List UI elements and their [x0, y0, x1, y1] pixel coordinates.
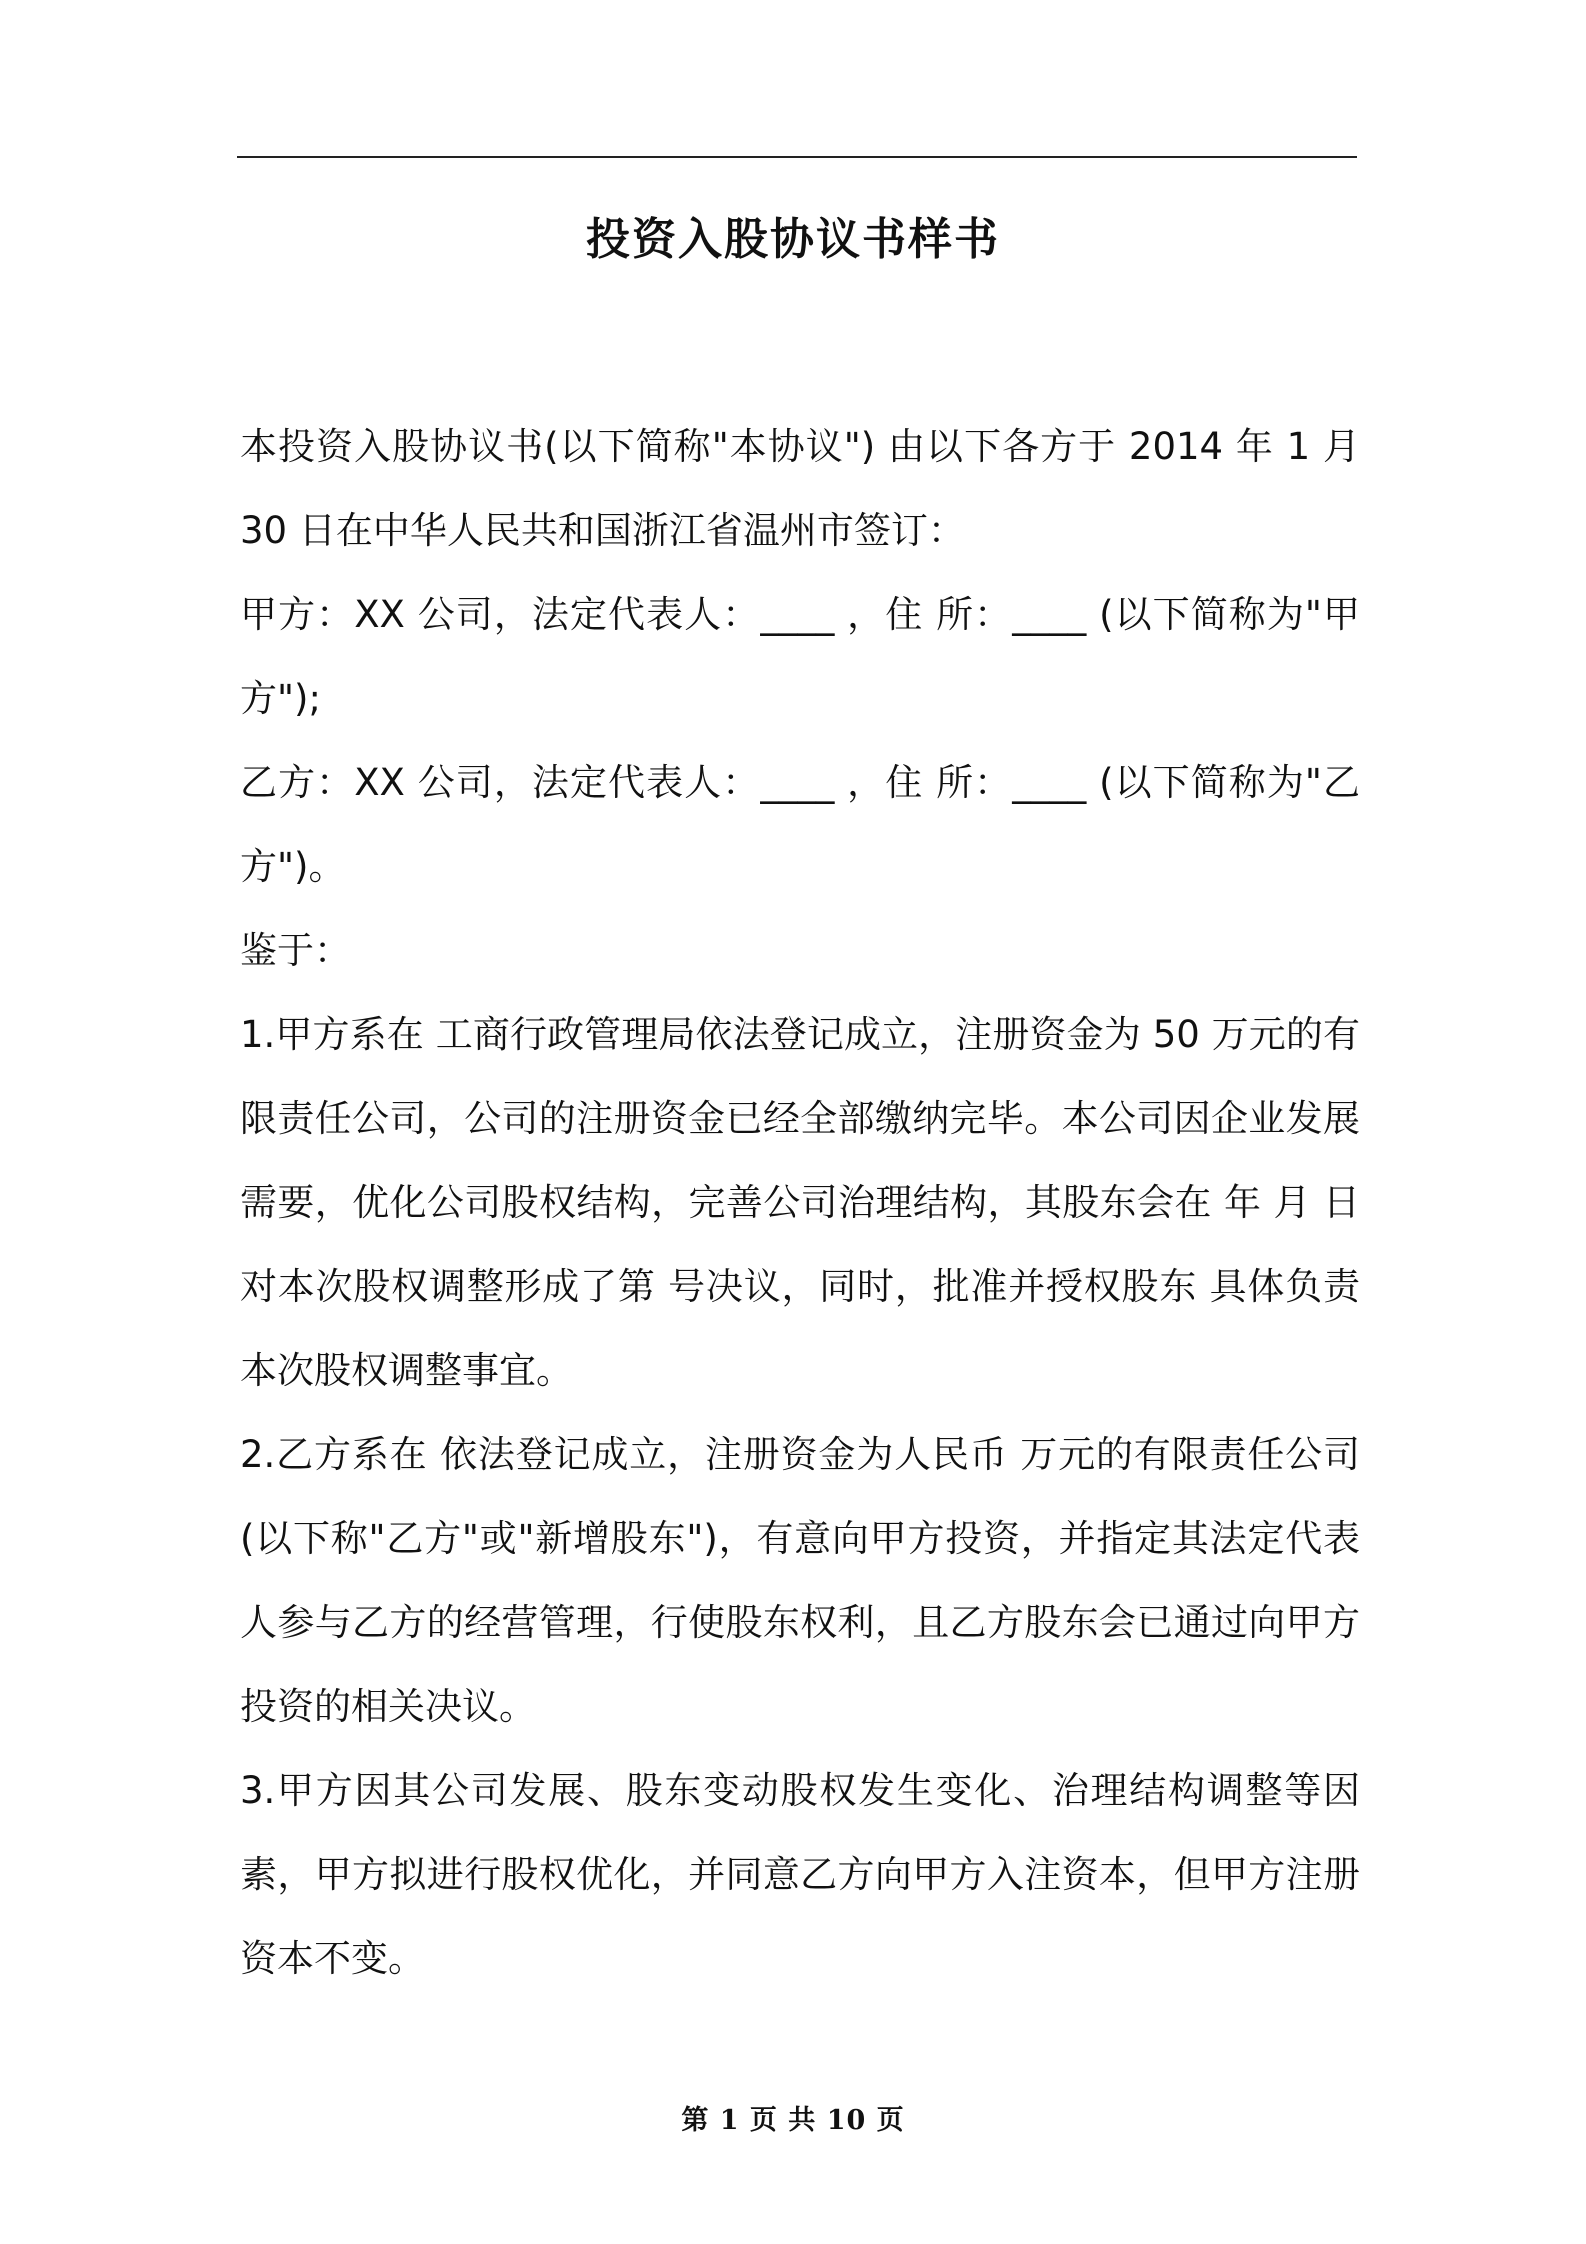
clause-1-paragraph: 1.甲方系在 工商行政管理局依法登记成立，注册资金为 50 万元的有限责任公司，公司的注册资金已经全部缴纳完毕。本公司因企业发展需要，优化公司股权结构，完善公司治理结构，其股东会在 年 月 日对本次股权调整形成了第 号决议，同时，批准并授权股东 具体负责本次股权调整事宜。: [240, 1013, 1360, 1392]
party-b-paragraph: 乙方：XX 公司，法定代表人：____ ，住 所：____ (以下简称为"乙方")。: [240, 761, 1360, 888]
intro-paragraph: 本投资入股协议书(以下简称"本协议") 由以下各方于 2014 年 1 月 30 日在中华人民共和国浙江省温州市签订：: [240, 425, 1360, 552]
header-rule: [237, 156, 1357, 158]
clause-2-paragraph: 2.乙方系在 依法登记成立，注册资金为人民币 万元的有限责任公司(以下称"乙方"或"新增股东")，有意向甲方投资，并指定其法定代表人参与乙方的经营管理，行使股东权利，且乙方股东会已通过向甲方投资的相关决议。: [240, 1433, 1360, 1728]
document-body: [240, 405, 1360, 2001]
whereas-heading: 鉴于：: [240, 929, 351, 972]
document-title: 投资入股协议书样书: [586, 214, 1000, 265]
page-number-footer: 第 1 页 共 10 页: [681, 2105, 905, 2136]
clause-3-paragraph: 3.甲方因其公司发展、股东变动股权发生变化、治理结构调整等因素，甲方拟进行股权优化，并同意乙方向甲方入注资本，但甲方注册资本不变。: [240, 1769, 1360, 1980]
party-a-paragraph: 甲方：XX 公司，法定代表人：____ ，住 所：____ (以下简称为"甲方");: [240, 593, 1360, 720]
